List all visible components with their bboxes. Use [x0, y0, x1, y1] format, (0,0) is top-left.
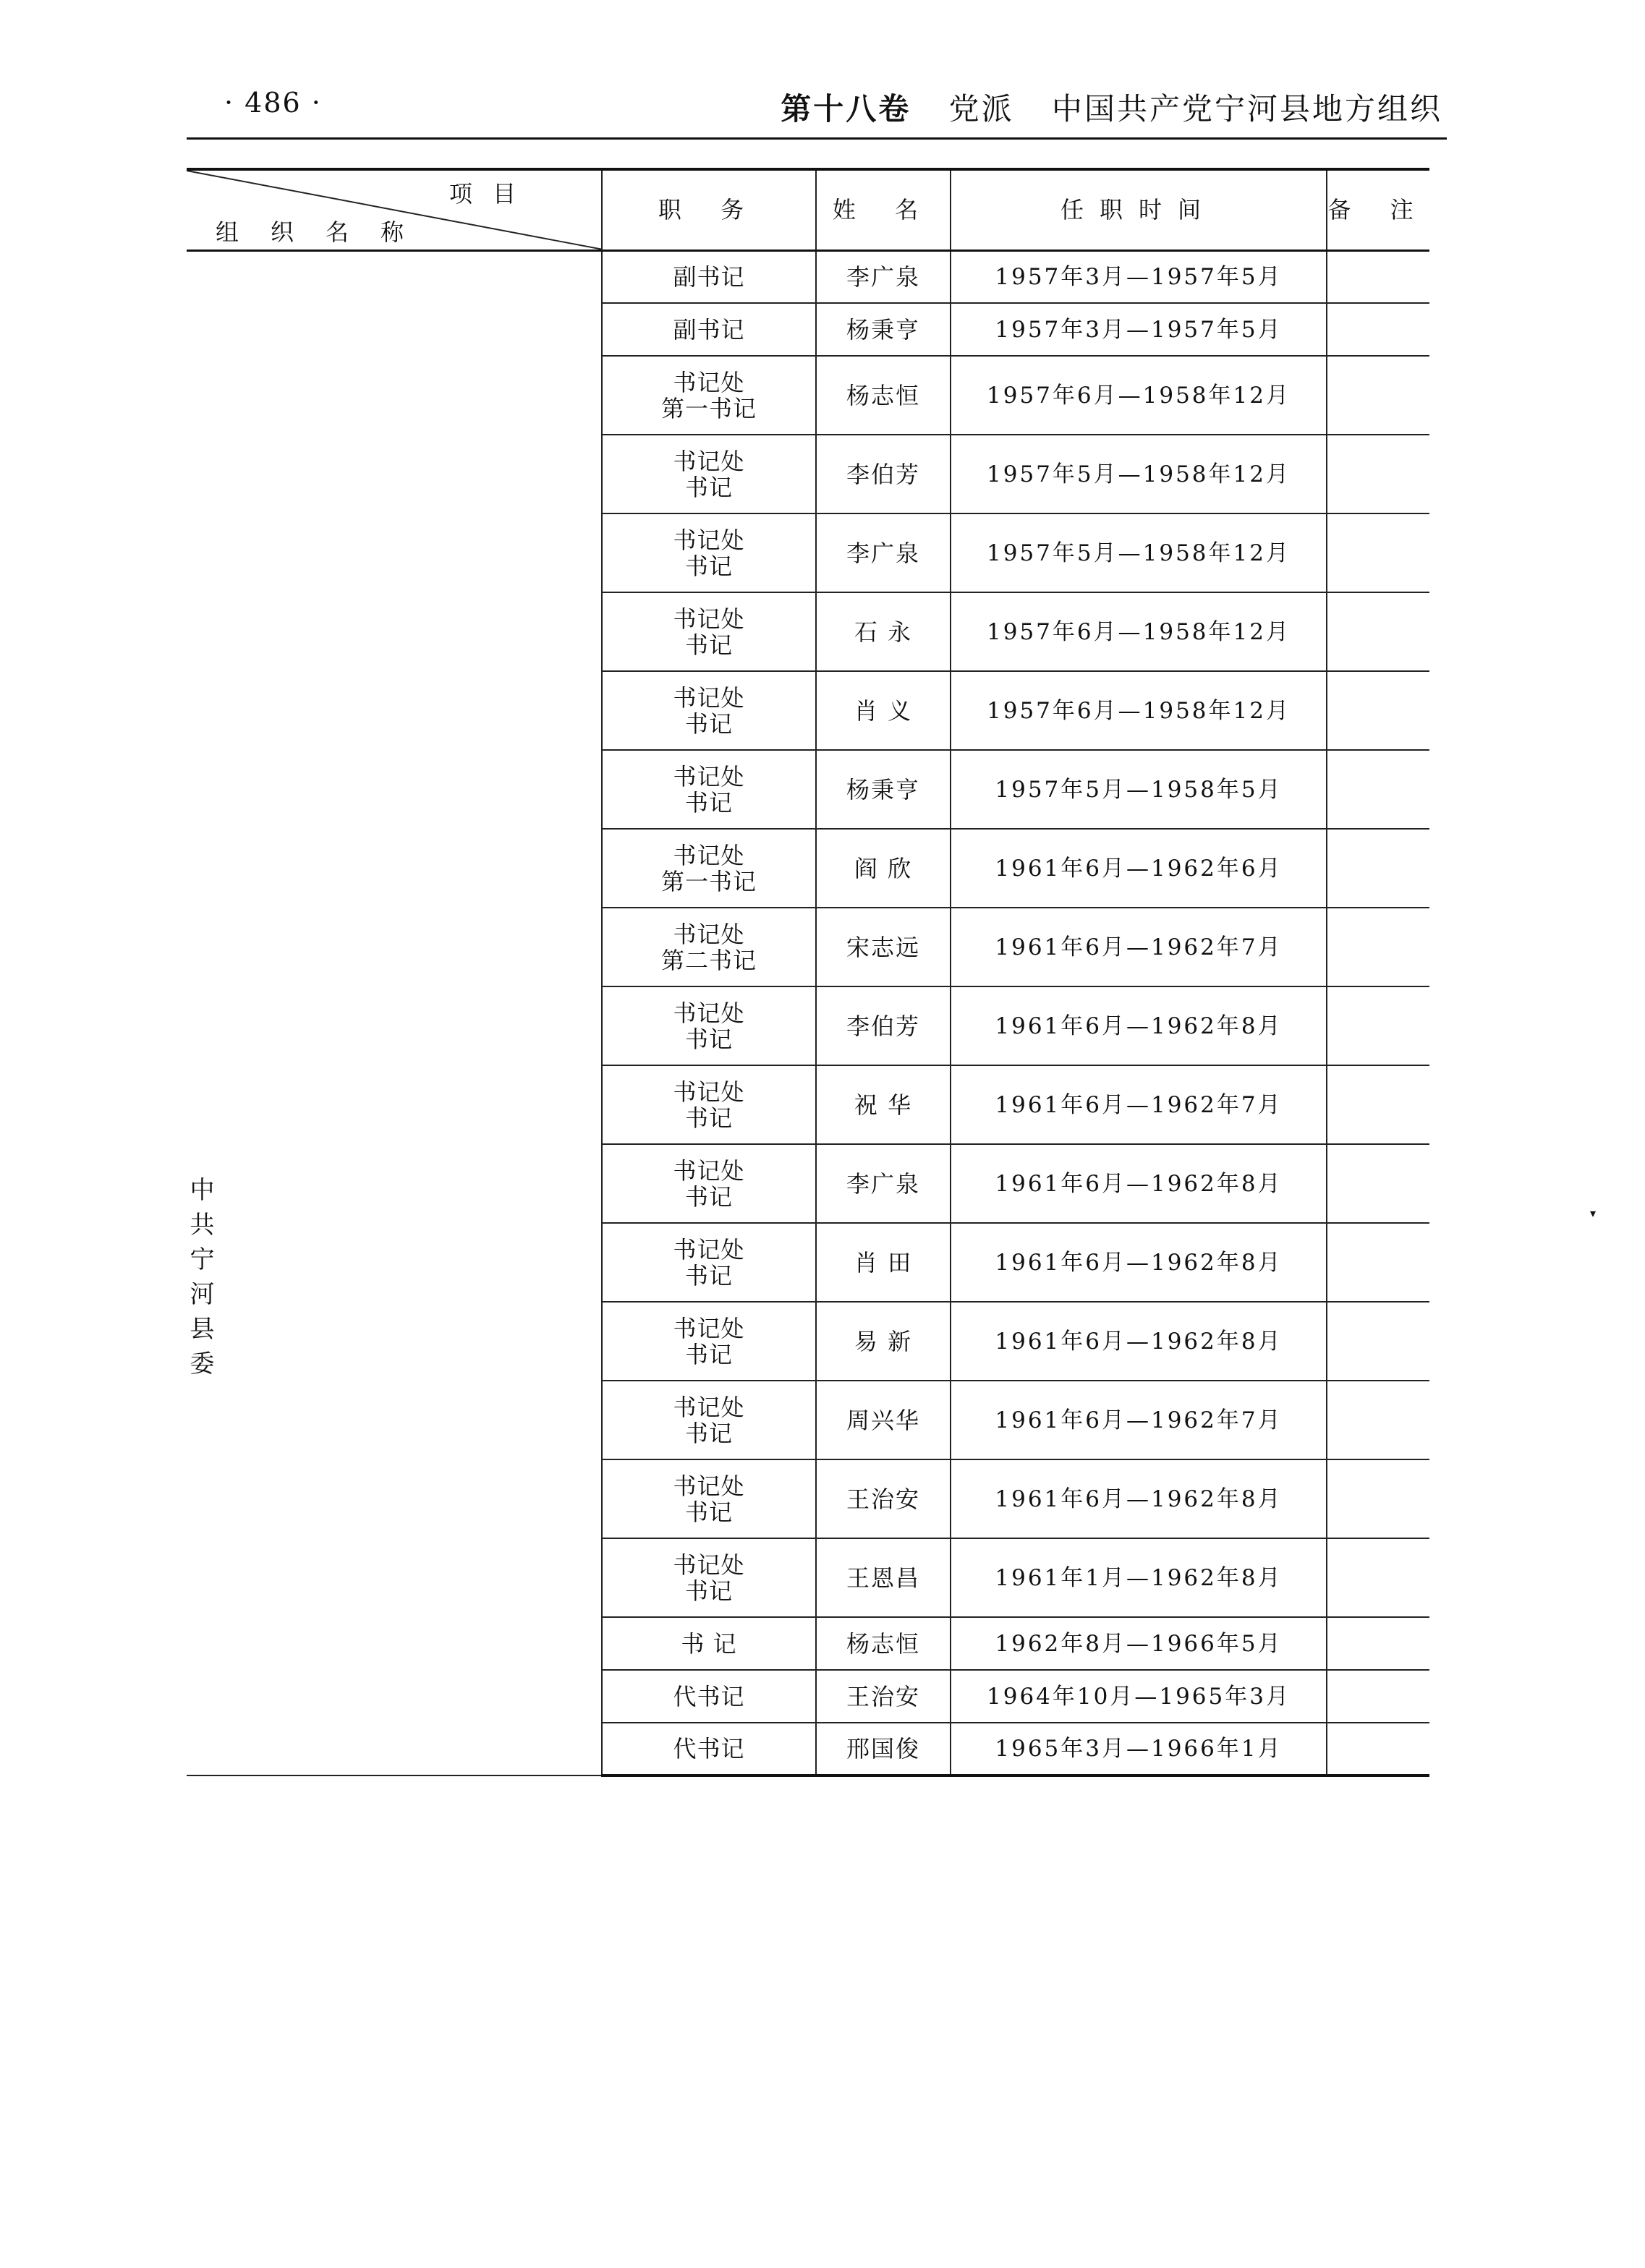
position-line: 书记处 — [673, 447, 745, 475]
note-cell — [1327, 908, 1429, 986]
position-line: 书记处 — [673, 1472, 745, 1500]
period-cell: 1965年3月—1966年1月 — [951, 1723, 1327, 1775]
period-cell: 1957年5月—1958年5月 — [951, 750, 1327, 829]
name-cell: 杨志恒 — [816, 356, 951, 435]
position-line: 副书记 — [673, 315, 745, 344]
name-cell: 肖 田 — [816, 1223, 951, 1302]
note-cell — [1327, 1459, 1429, 1538]
note-cell — [1327, 1223, 1429, 1302]
name-cell: 王治安 — [816, 1670, 951, 1723]
note-cell — [1327, 513, 1429, 592]
name-cell: 杨志恒 — [816, 1617, 951, 1670]
period-cell: 1957年5月—1958年12月 — [951, 435, 1327, 513]
position-line: 书记 — [684, 1577, 733, 1605]
note-cell — [1327, 250, 1429, 303]
section-title: 党派 — [948, 91, 1014, 127]
position-cell — [602, 908, 816, 986]
name-cell: 李伯芳 — [816, 986, 951, 1065]
position-line: 书记处 — [673, 368, 745, 396]
note-cell — [1327, 356, 1429, 435]
position-line: 书记处 — [673, 1551, 745, 1579]
name-cell: 易 新 — [816, 1302, 951, 1381]
note-cell — [1327, 671, 1429, 750]
position-line: 书记处 — [673, 762, 745, 790]
position-cell — [602, 1302, 816, 1381]
note-cell — [1327, 829, 1429, 908]
period-cell: 1961年6月—1962年8月 — [951, 1144, 1327, 1223]
position-line: 书记 — [684, 1419, 733, 1447]
position-line: 书记处 — [673, 920, 745, 948]
position-line: 书记处 — [673, 841, 745, 869]
period-cell: 1961年6月—1962年8月 — [951, 1223, 1327, 1302]
note-cell — [1327, 1538, 1429, 1617]
name-cell: 宋志远 — [816, 908, 951, 986]
note-cell — [1327, 1065, 1429, 1144]
position-line: 书记 — [684, 1025, 733, 1053]
note-cell — [1327, 1670, 1429, 1723]
position-cell — [602, 592, 816, 671]
position-cell — [602, 303, 816, 356]
position-cell — [602, 1723, 816, 1775]
running-head — [781, 85, 1442, 129]
note-cell — [1327, 986, 1429, 1065]
period-cell: 1961年6月—1962年8月 — [951, 1459, 1327, 1538]
position-cell — [602, 356, 816, 435]
page-number: · 486 · — [224, 87, 322, 119]
table-row — [187, 250, 1429, 303]
position-line: 书记 — [684, 631, 733, 659]
position-cell — [602, 435, 816, 513]
diagonal-corner-header — [187, 169, 602, 250]
position-cell — [602, 1065, 816, 1144]
name-cell: 肖 义 — [816, 671, 951, 750]
note-cell — [1327, 1381, 1429, 1459]
position-cell — [602, 671, 816, 750]
position-cell — [602, 750, 816, 829]
period-cell: 1957年6月—1958年12月 — [951, 671, 1327, 750]
name-cell: 阎 欣 — [816, 829, 951, 908]
position-line: 书 记 — [681, 1629, 737, 1658]
period-cell: 1957年3月—1957年5月 — [951, 303, 1327, 356]
note-cell — [1327, 435, 1429, 513]
period-cell: 1961年6月—1962年8月 — [951, 986, 1327, 1065]
position-line: 副书记 — [673, 263, 745, 291]
header-rule — [187, 137, 1447, 140]
volume-title: 第十八卷 — [781, 91, 911, 127]
period-cell: 1961年6月—1962年7月 — [951, 908, 1327, 986]
position-cell — [602, 1617, 816, 1670]
position-line: 书记处 — [673, 999, 745, 1027]
position-line: 第一书记 — [660, 394, 757, 422]
note-cell — [1327, 1723, 1429, 1775]
name-cell: 杨秉亨 — [816, 750, 951, 829]
position-line: 书记处 — [673, 526, 745, 554]
period-cell: 1957年6月—1958年12月 — [951, 592, 1327, 671]
position-line: 书记处 — [673, 1314, 745, 1342]
note-cell — [1327, 1302, 1429, 1381]
period-cell: 1957年3月—1957年5月 — [951, 250, 1327, 303]
position-line: 书记 — [684, 1182, 733, 1211]
position-line: 书记 — [684, 473, 733, 501]
column-header-name: 姓 名 — [816, 169, 951, 250]
name-cell: 王治安 — [816, 1459, 951, 1538]
position-line: 书记 — [684, 1104, 733, 1132]
cadre-roster-table — [187, 168, 1429, 1777]
note-cell — [1327, 1144, 1429, 1223]
name-cell: 李广泉 — [816, 1144, 951, 1223]
period-cell: 1957年6月—1958年12月 — [951, 356, 1327, 435]
corner-item-label: 项目 — [449, 180, 536, 208]
margin-mark: ▾ — [1590, 1206, 1597, 1220]
position-line: 书记 — [684, 709, 733, 738]
corner-org-label: 组织名称 — [216, 218, 436, 246]
position-line: 书记处 — [673, 1156, 745, 1185]
period-cell: 1962年8月—1966年5月 — [951, 1617, 1327, 1670]
position-line: 书记 — [684, 1340, 733, 1368]
chapter-title: 中国共产党宁河县地方组织 — [1051, 91, 1442, 127]
period-cell: 1961年6月—1962年7月 — [951, 1381, 1327, 1459]
position-cell — [602, 1459, 816, 1538]
position-line: 书记 — [684, 788, 733, 817]
name-cell: 邢国俊 — [816, 1723, 951, 1775]
position-line: 书记 — [684, 552, 733, 580]
note-cell — [1327, 592, 1429, 671]
period-cell: 1957年5月—1958年12月 — [951, 513, 1327, 592]
period-cell: 1961年6月—1962年7月 — [951, 1065, 1327, 1144]
position-cell — [602, 1381, 816, 1459]
period-cell: 1961年6月—1962年6月 — [951, 829, 1327, 908]
position-cell — [602, 1223, 816, 1302]
position-line: 书记处 — [673, 1393, 745, 1421]
column-header-note: 备 注 — [1327, 169, 1429, 250]
name-cell: 王恩昌 — [816, 1538, 951, 1617]
position-cell — [602, 1538, 816, 1617]
name-cell: 周兴华 — [816, 1381, 951, 1459]
table-header-row — [187, 169, 1429, 250]
note-cell — [1327, 750, 1429, 829]
organization-name-cell — [187, 250, 602, 1775]
position-cell — [602, 250, 816, 303]
position-line: 书记处 — [673, 605, 745, 633]
column-header-period: 任职时间 — [951, 169, 1327, 250]
organization-name: 中共宁河县委 — [185, 1176, 214, 1385]
period-cell: 1961年1月—1962年8月 — [951, 1538, 1327, 1617]
name-cell: 李广泉 — [816, 250, 951, 303]
name-cell: 杨秉亨 — [816, 303, 951, 356]
position-line: 书记处 — [673, 683, 745, 712]
position-line: 书记处 — [673, 1235, 745, 1263]
period-cell: 1961年6月—1962年8月 — [951, 1302, 1327, 1381]
note-cell — [1327, 1617, 1429, 1670]
position-cell — [602, 1670, 816, 1723]
position-line: 代书记 — [673, 1682, 745, 1710]
table-body — [187, 250, 1429, 1775]
position-line: 书记处 — [673, 1078, 745, 1106]
name-cell: 李伯芳 — [816, 435, 951, 513]
name-cell: 祝 华 — [816, 1065, 951, 1144]
position-line: 第二书记 — [660, 946, 757, 974]
position-line: 书记 — [684, 1261, 733, 1289]
position-line: 书记 — [684, 1498, 733, 1526]
position-cell — [602, 1144, 816, 1223]
position-line: 第一书记 — [660, 867, 757, 895]
column-header-position: 职 务 — [602, 169, 816, 250]
position-cell — [602, 986, 816, 1065]
name-cell: 李广泉 — [816, 513, 951, 592]
period-cell: 1964年10月—1965年3月 — [951, 1670, 1327, 1723]
position-line: 代书记 — [673, 1735, 745, 1762]
position-cell — [602, 513, 816, 592]
note-cell — [1327, 303, 1429, 356]
position-cell — [602, 829, 816, 908]
name-cell: 石 永 — [816, 592, 951, 671]
